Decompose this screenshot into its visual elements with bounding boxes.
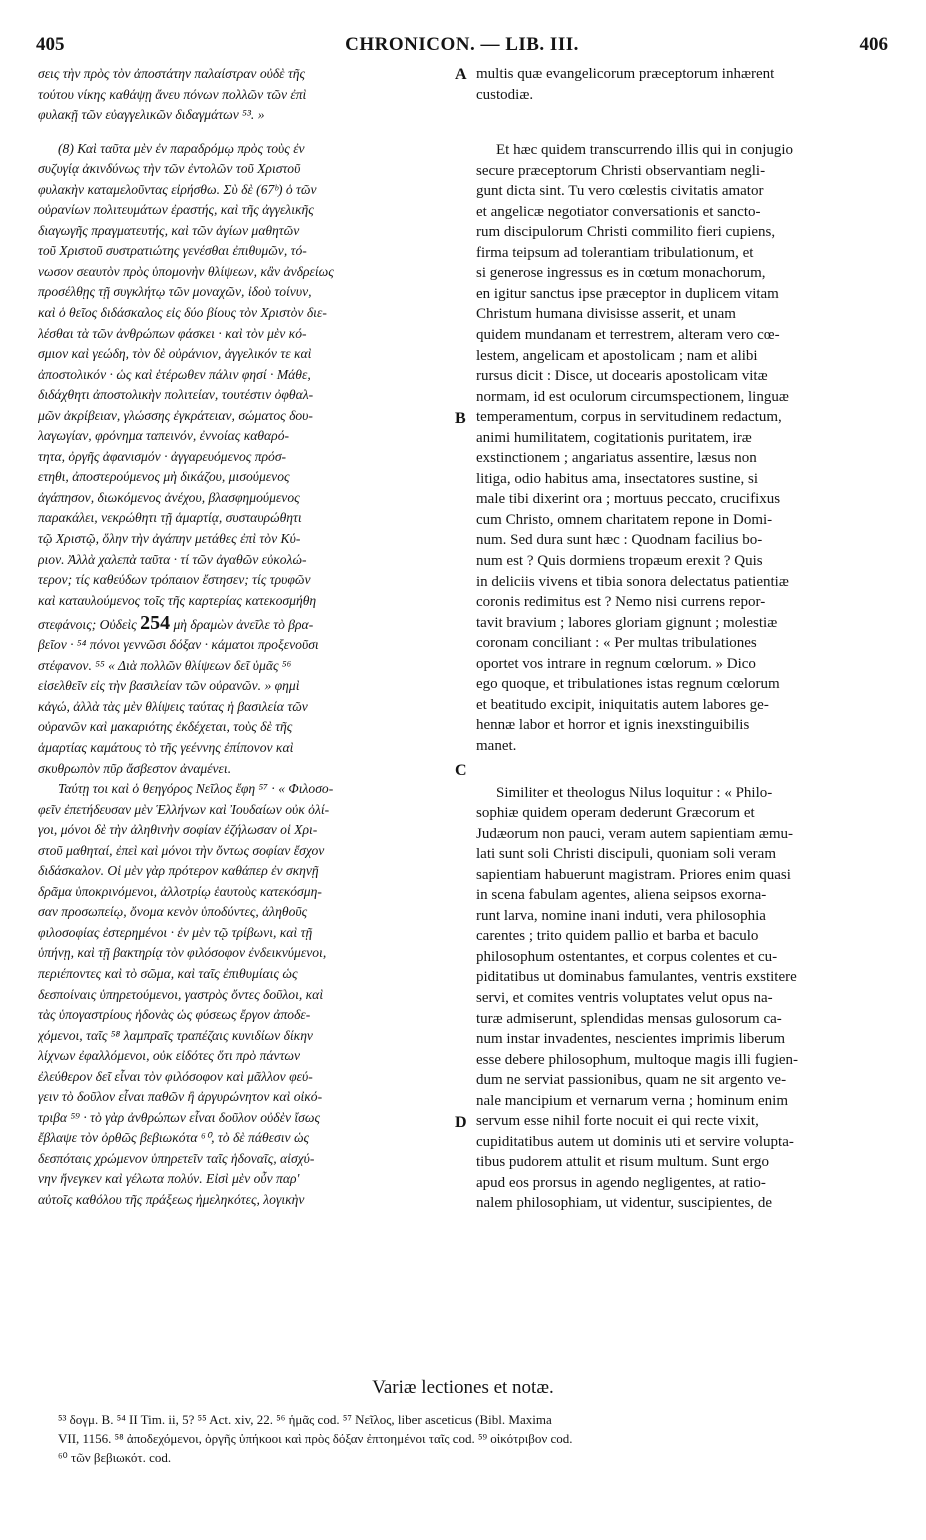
- greek-line: τερον; τίς καθεύδων τρόπαιον ἔστησεν; τίς τρυφῶν: [38, 572, 311, 588]
- notes-title: Variæ lectiones et notæ.: [372, 1377, 554, 1398]
- running-header: [36, 34, 888, 64]
- greek-line: ἐλεύθερον δεῖ εἶναι τὸν φιλόσοφον καὶ μᾶλλον φεύ-: [38, 1068, 313, 1084]
- footnote-line: ⁶⁰ τῶν βεβιωκότ. cod.: [58, 1450, 172, 1465]
- latin-line: num. Sed dura sunt hæc : Quodnam facilius bo-: [476, 532, 763, 549]
- footnote-line: ⁵³ δογμ. B. ⁵⁴ II Tim. ii, 5? ⁵⁵ Act. xiv, 22. ⁵⁶ ἡμᾶς cod. ⁵⁷ Νεῖλος, liber asceticus (Bibl. Maxima: [58, 1412, 552, 1427]
- latin-line: runt larva, nomine inani induti, vera philosophia: [476, 907, 766, 924]
- greek-line: συζυγίᾳ ἀκινδύνως τὴν τῶν ἐντολῶν τοῦ Χριστοῦ: [38, 161, 301, 177]
- greek-line: Ταύτῃ τοι καὶ ὁ θεηγόρος Νεῖλος ἔφη ⁵⁷ · « Φιλοσο-: [58, 781, 334, 797]
- latin-line: exstinctionem ; angariatus assentire, læsus non: [476, 450, 757, 467]
- latin-line: piditatibus ut dominabus famulantes, ventris exstitere: [476, 969, 797, 986]
- greek-line: λαγωγίαν, φρόνημα ταπεινόν, ἐννοίας καθαρό-: [38, 428, 290, 444]
- section-marker-a: A: [455, 66, 467, 83]
- greek-line: σμιον καὶ γεώδη, τὸν δὲ οὐράνιον, ἀγγελικόν τε καὶ: [38, 346, 312, 362]
- greek-line: αὐτοῖς καθόλου τῆς πράξεως ἠμεληκότες, λογικὴν: [38, 1191, 305, 1207]
- greek-line: ἁμαρτίας καμάτους τὸ τῆς γεέννης ἐπίπονον καὶ: [38, 739, 294, 755]
- greek-line: κἀγώ, ἀλλὰ τὰς μὲν θλίψεις ταύτας ἡ βασιλεία τῶν: [38, 698, 308, 714]
- footnote-line: VII, 1156. ⁵⁸ ἀποδεχόμενοι, ὀργῆς ὑπήκοοι καὶ πρὸς δόξαν ἐπτοημένοι ταῖς cod. ⁵⁹ οἰκότριβον cod.: [58, 1431, 573, 1446]
- latin-line: rum discipulorum Christi commilito fieri cupiens,: [476, 224, 776, 241]
- greek-line: ἔβλαψε τὸν ὀρθῶς βεβιωκότα ⁶⁰, τὸ δὲ πάθεσιν ὡς: [38, 1130, 310, 1146]
- latin-line: in deliciis vivens et tibia sonora delectatus patientiæ: [476, 573, 789, 590]
- greek-line: μῶν ἀκρίβειαν, γλώσσης ἐγκράτειαν, σώματος δου-: [38, 407, 313, 423]
- latin-line: custodiæ.: [476, 86, 534, 103]
- greek-line: βεῖον · ⁵⁴ πόνοι γεννῶσι δόξαν · κάματοι προξενοῦσι: [38, 637, 319, 653]
- greek-line: φυλακῇ τῶν εὐαγγελικῶν διδαγμάτων ⁵³. »: [38, 107, 265, 123]
- latin-line: sapientiam habuerunt magistram. Priores enim quasi: [476, 866, 791, 883]
- greek-line: στέφανον. ⁵⁵ « Διὰ πολλῶν θλίψεων δεῖ ὑμᾶς ⁵⁶: [38, 657, 292, 673]
- greek-line: δεσπόταις χρώμενον ὑπηρετεῖν ταῖς ἡδοναῖς, αἰσχύ-: [38, 1150, 315, 1166]
- greek-line: ὑπήνῃ, καὶ τῇ βακτηρίᾳ τὸν φιλόσοφον ἐνδεικνύμενοι,: [38, 945, 327, 961]
- greek-line: δεσποίναις ὑπηρετούμενοι, γαστρὸς ὄντες δοῦλοι, καὶ: [38, 986, 324, 1002]
- running-title: CHRONICON. — LIB. III.: [345, 34, 579, 55]
- latin-line: num est ? Quis dormiens tropæum erexit ? Quis: [476, 553, 763, 570]
- greek-line: λίχνων ἐφαλλόμενοι, οὐκ εἰδότες ὅτι πρὸ πάντων: [38, 1048, 301, 1064]
- latin-line: nalem philosophiam, ut videntur, suscipientes, de: [476, 1195, 773, 1212]
- latin-line: et angelicæ negotiator conversationis et sancto-: [476, 203, 761, 220]
- greek-line: ἀγάπησον, διωκόμενος ἀνέχου, βλασφημούμενος: [38, 489, 300, 505]
- greek-line: οὐρανῶν καὶ μακαριότης ἐκδέχεται, τοὺς δὲ τῆς: [38, 719, 293, 735]
- latin-line: cupiditatibus autem ut dominis uti et servire volupta-: [476, 1133, 794, 1150]
- latin-line: Judæorum non pauci, veram autem sapientiam æmu-: [476, 825, 794, 842]
- latin-line: esse debere philosophum, multoque magis illi fugien-: [476, 1051, 799, 1068]
- latin-line: multis quæ evangelicorum præceptorum inhærent: [476, 66, 775, 82]
- latin-line: cum Christo, omnem charitatem repone in Domi-: [476, 511, 773, 528]
- greek-line: διαγωγῆς πραγματευτής, καὶ τῶν ἁγίων μαθητῶν: [38, 222, 300, 238]
- greek-line: τούτου νίκης καθάψῃ ἄνευ πόνων πολλῶν τῶν ἐπὶ: [38, 86, 307, 102]
- latin-line: manet.: [476, 737, 517, 754]
- latin-line: in scena fabulam agentes, aliena seipsos exorna-: [476, 887, 767, 904]
- latin-line: apud eos prorsus in agendo negligentes, at ratio-: [476, 1174, 766, 1191]
- greek-line: (8) Καὶ ταῦτα μὲν ἐν παραδρόμῳ πρὸς τοὺς ἐν: [58, 140, 305, 156]
- greek-line: τὰς ὑπογαστρίους ἡδονὰς ὡς φύσεως ἔργον ἀποδε-: [38, 1007, 311, 1023]
- latin-line: Similiter et theologus Nilus loquitur : « Philo-: [496, 784, 773, 801]
- greek-line: φυλακὴν καταμελοῦντας εἰρήσθω. Σὺ δὲ (67ᵇ) ὁ τῶν: [38, 181, 317, 197]
- greek-line: σκυθρωπὸν πῦρ ἄσβεστον ἀναμένει.: [38, 760, 232, 776]
- greek-line: στοῦ μαθηταί, ἐπεὶ καὶ μόνοι τὴν ὄντως σοφίαν ἔσχον: [38, 842, 325, 858]
- latin-line: et beatitudo excipit, iniquitatis autem labores ge-: [476, 696, 769, 713]
- latin-line: lestem, angelicam et apostolicam ; nam et alibi: [476, 347, 758, 364]
- greek-line: διδάχθητι ἀποστολικὴν πολιτείαν, τουτέστιν ὀφθαλ-: [38, 387, 314, 403]
- greek-line: γειν τὸ δοῦλον εἶναι παθῶν ἢ ἀργυρώνητον καὶ οἰκό-: [38, 1089, 323, 1105]
- greek-line: ετηθι, ἀποστερούμενος μὴ δικάζου, μισούμενος: [38, 469, 290, 485]
- latin-line: servi, et comites ventris voluptates velut opus na-: [476, 989, 773, 1006]
- greek-line: ριον. Ἀλλὰ χαλεπὰ ταῦτα · τί τῶν ἀγαθῶν εὐκολώ-: [38, 551, 307, 567]
- latin-line: coronis redimitus est ? Nemo nisi currens repor-: [476, 594, 766, 611]
- page-number-right: 406: [859, 34, 888, 55]
- greek-line: τῷ Χριστῷ, ὅλην τὴν ἀγάπην μετάθες ἐπὶ τὸν Κύ-: [38, 531, 301, 547]
- greek-line-text: στεφάνοις; Οὐδεὶς: [38, 617, 141, 633]
- greek-line: προσέλθῃς τῇ συγκλήτῳ τῶν μοναχῶν, ἰδοὺ τοίνυν,: [38, 284, 312, 300]
- latin-line: gunt dicta sint. Tu vero cœlestis civitatis amator: [476, 183, 764, 200]
- latin-line: sophiæ quidem operam dederunt Græcorum et: [476, 805, 755, 822]
- greek-line: τητα, ὀργῆς ἀφανισμόν · ἀγγαρευόμενος πρόσ-: [38, 448, 287, 464]
- latin-line: hennæ labor et horror et ignis inexstinguibilis: [476, 717, 750, 734]
- greek-line: λέσθαι τὰ τῶν ἀνθρώπων φάσκει · καὶ τὸν μὲν κό-: [38, 325, 307, 341]
- latin-line: animi humilitatem, cogitationis puritatem, iræ: [476, 429, 752, 446]
- greek-line: οὐρανίων πολιτευμάτων ἐραστής, καὶ τῆς ἀγγελικῆς: [38, 202, 314, 218]
- section-marker-b: B: [455, 410, 466, 427]
- greek-line: νωσον σεαυτὸν πρὸς ὑπομονὴν θλίψεων, κἂν ἀνδρείως: [38, 263, 334, 279]
- latin-line: normam, id est oculorum circumspectionem, linguæ: [476, 388, 789, 405]
- latin-line: firma teipsum ad tolerantiam tribulationum, et: [476, 244, 754, 261]
- latin-line: tibus pudorem attulit et risum multum. Sunt ergo: [476, 1154, 770, 1171]
- latin-column: [476, 64, 888, 1214]
- greek-line: καὶ καταυλούμενος τοῖς τῆς καρτερίας κατεκοσμήθη: [38, 592, 317, 608]
- greek-column: [38, 64, 450, 1211]
- latin-line: oportet vos intrare in regnum cœlorum. » Dico: [476, 655, 756, 672]
- latin-line: temperamentum, corpus in servitudinem redactum,: [476, 409, 782, 426]
- latin-line: secure præceptorum Christi observantiam negli-: [476, 162, 766, 179]
- greek-line: [38, 611, 450, 635]
- latin-line: servum esse nihil forte nocuit ei qui recte vixit,: [476, 1113, 759, 1130]
- latin-line: turæ admiserunt, splendidas mensas gulosorum ca-: [476, 1010, 782, 1027]
- greek-line: τοῦ Χριστοῦ συστρατιώτης γενέσθαι ἐπιθυμῶν, τό-: [38, 243, 307, 259]
- latin-line: num instar invadentes, nescientes imprimis liberum: [476, 1031, 786, 1048]
- latin-line: carentes ; trito quidem pallio et barba et baculo: [476, 928, 759, 945]
- latin-line: lati sunt soli Christi discipuli, quoniam soli veram: [476, 846, 776, 863]
- latin-line: nale mancipium et vernarum verna ; hominum enim: [476, 1092, 788, 1109]
- greek-line: περιέποντες καὶ τὸ σῶμα, καὶ ταῖς ἐπιθυμίαις ὡς: [38, 965, 298, 981]
- latin-line: si generose ingressus es in cœtum monachorum,: [476, 265, 766, 282]
- latin-line: philosophum ostentantes, et corpus colentes et cu-: [476, 948, 778, 965]
- latin-line: Christum humana divisisse asserit, et unam: [476, 306, 736, 323]
- greek-line: φεῖν ἐπετήδευσαν μὲν Ἑλλήνων καὶ Ἰουδαίων οὐκ ὀλί-: [38, 801, 330, 817]
- greek-line: σαν προσωπείῳ, ὄνομα κενὸν ὑποδύντες, ἀληθοῦς: [38, 904, 308, 920]
- latin-line: en igitur sanctus ipse præceptor in duplicem vitam: [476, 285, 779, 302]
- section-marker-d: D: [455, 1114, 467, 1131]
- greek-line: δρᾶμα ὑποκρινόμενοι, ἀλλοτρίῳ ἑαυτοὺς κατεκόσμη-: [38, 883, 322, 899]
- greek-line: νην ἤνεγκεν καὶ γέλωτα πολύν. Εἰσὶ μὲν οὖν παρ': [38, 1171, 300, 1187]
- greek-line: καὶ ὁ θεῖος διδάσκαλος εἰς δύο βίους τὸν Χριστὸν διε-: [38, 305, 327, 321]
- latin-line: tavit bravium ; labores gloriam gignunt ; molestiæ: [476, 614, 778, 631]
- greek-line-text: μὴ δραμὼν ἀνεῖλε τὸ βρα-: [170, 617, 314, 633]
- greek-line: τριβα ⁵⁹ · τὸ γὰρ ἀνθρώπων εἶναι δοῦλον οὐδὲν ἴσως: [38, 1109, 320, 1125]
- latin-line: coronam conciliant : « Per multas tribulationes: [476, 635, 757, 652]
- latin-line: litiga, odio habitus ama, insectatores sustine, si: [476, 470, 759, 487]
- greek-line: παρακάλει, νεκρώθητι τῇ ἁμαρτίᾳ, συσταυρώθητι: [38, 510, 302, 526]
- greek-line: χόμενοι, ταῖς ⁵⁸ λαμπραῖς τραπέζαις κυνιδίων δίκην: [38, 1027, 313, 1043]
- latin-line: male tibi dixerint ora ; mortuus peccato, crucifixus: [476, 491, 781, 508]
- latin-line: dum ne serviat passionibus, quam ne sit argento ve-: [476, 1072, 787, 1089]
- section-marker-c: C: [455, 762, 467, 779]
- greek-line: ἀποστολικόν · ὡς καὶ ἑτέρωθεν πάλιν φησί · Μάθε,: [38, 366, 311, 382]
- latin-line: ego quoque, et tribulationes istas regnum cœlorum: [476, 676, 780, 693]
- footnotes: [58, 1410, 894, 1467]
- greek-line: γοι, μόνοι δὲ τὴν ἀληθινὴν σοφίαν ἐζήλωσαν οἱ Χρι-: [38, 822, 318, 838]
- page-number-left: 405: [36, 34, 65, 55]
- column-number: 254: [140, 612, 171, 635]
- latin-line: quidem mundanam et terrestrem, alteram vero cœ-: [476, 327, 780, 344]
- latin-line: rursus dicit : Disce, ut docearis apostolicam vitæ: [476, 368, 768, 385]
- greek-line: σεις τὴν πρὸς τὸν ἀποστάτην παλαίστραν οὐδὲ τῆς: [38, 66, 306, 81]
- latin-line: Et hæc quidem transcurrendo illis qui in conjugio: [496, 142, 794, 159]
- greek-line: διδάσκαλον. Οἱ μὲν γὰρ πρότερον καθάπερ ἐν σκηνῇ: [38, 863, 319, 879]
- greek-line: φιλοσοφίας ἐστερημένοι · ἐν μὲν τῷ τρίβωνι, καὶ τῇ: [38, 924, 313, 940]
- greek-line: εἰσελθεῖν εἰς τὴν βασιλείαν τῶν οὐρανῶν. » φημὶ: [38, 678, 300, 694]
